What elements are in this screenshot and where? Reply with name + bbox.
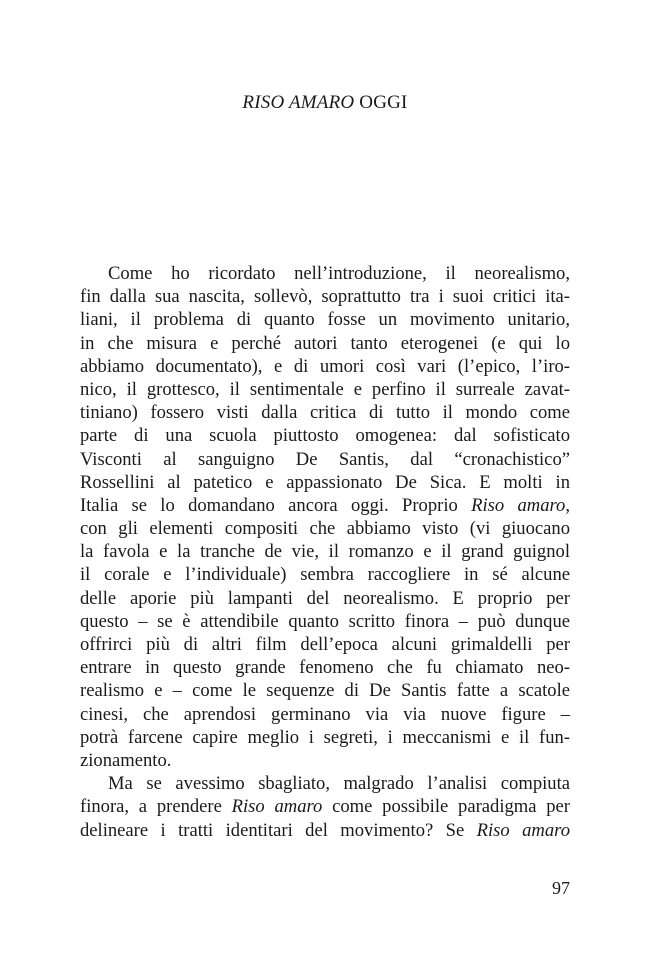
film-title: Riso amaro: [476, 819, 570, 841]
text-line: entrare in questo grande fenomeno che fu chiamato neo-: [80, 657, 570, 679]
text-line: offrirci più di altri film dell’epoca alcuni grimaldelli per: [80, 634, 570, 655]
text-line: realismo e – come le sequenze di De Santis fatte a scatole: [80, 680, 570, 702]
text-line: cinesi, che aprendosi germinano via via nuove figure –: [80, 703, 570, 725]
text-line: potrà farcene capire meglio i segreti, i meccanismi e il fun-: [80, 726, 570, 748]
film-title: Riso amaro: [471, 494, 566, 516]
film-title: Riso amaro: [231, 796, 323, 818]
text-run: finora, a prendere: [80, 796, 232, 818]
text-line: tiniano) fossero visti dalla critica di tutto il mondo come: [80, 402, 570, 424]
body-text: [80, 262, 570, 842]
text-line: con gli elementi compositi che abbiamo visto (vi giuocano: [80, 518, 570, 540]
text-line: la favola e la tranche de vie, il romanzo e il grand guignol: [80, 541, 570, 563]
text-line: il corale e l’individuale) sembra raccogliere in sé alcune: [80, 564, 570, 586]
text-line: liani, il problema di quanto fosse un movimento unitario,: [80, 309, 570, 331]
text-run: delineare i tratti identitari del movimento? Se: [80, 819, 477, 841]
text-line: nico, il grottesco, il sentimentale e perfino il surreale zavat-: [80, 378, 570, 400]
text-run: come possibile paradigma per: [322, 796, 571, 818]
chapter-title-film: RISO AMARO: [242, 92, 355, 113]
text-line: delle aporie più lampanti del neorealismo. E proprio per: [80, 587, 570, 609]
text-line: zionamento.: [80, 749, 172, 771]
text-run: Italia se lo domandano ancora oggi. Proprio: [80, 494, 472, 516]
chapter-title-rest: OGGI: [354, 92, 408, 113]
text-line: Visconti al sanguigno De Santis, dal “cronachistico”: [80, 448, 570, 470]
text-line: parte di una scuola piuttosto omogenea: dal sofisticato: [80, 425, 570, 447]
text-line: [80, 494, 570, 517]
text-line: questo – se è attendibile quanto scritto finora – può dunque: [80, 610, 570, 632]
text-line: Rossellini al patetico e appassionato De Sica. E molti in: [80, 471, 570, 493]
page-number: 97: [552, 878, 570, 898]
text-line: Come ho ricordato nell’introduzione, il neorealismo,: [108, 263, 570, 284]
text-line: [80, 819, 570, 842]
text-line: [80, 795, 570, 818]
chapter-title: [0, 92, 650, 114]
text-line: in che misura e perché autori tanto eterogenei (e qui lo: [80, 332, 570, 354]
text-line: Ma se avessimo sbagliato, malgrado l’analisi compiuta: [108, 773, 570, 795]
text-line: abbiamo documentato), e di umori così vari (l’epico, l’iro-: [80, 355, 570, 377]
text-run: ,: [565, 494, 570, 516]
text-line: fin dalla sua nascita, sollevò, soprattutto tra i suoi critici ita-: [80, 286, 570, 308]
